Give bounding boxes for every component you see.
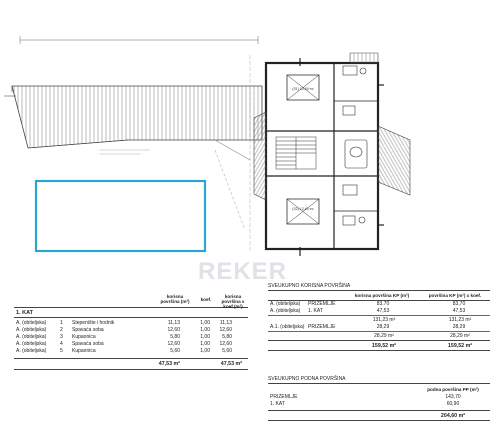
table-row: A.1. (obiteljska) PRIZEMLJE 28,29 28,29 — [270, 324, 466, 330]
roof-side-left — [254, 112, 266, 200]
staircase — [276, 137, 316, 169]
table-title: SVEUKUPNO KORISNA POVRŠINA — [268, 283, 490, 291]
table-row: A. (obiteljska) 5 Kupaonica 5,60 1,00 5,60 — [16, 348, 232, 354]
dimension-line-top — [20, 36, 258, 44]
table-header: korisna površina KP (m²) površina KP (m²) x koef. — [268, 291, 490, 301]
table-total-row: 159,52 m² 159,52 m² — [268, 340, 490, 351]
table-title: SVEUKUPNO PODNA POVRŠINA — [268, 376, 490, 384]
section-title: 1. KAT — [14, 308, 248, 318]
table-total-row: 204,60 m² — [268, 410, 490, 421]
header-coef: koef. — [200, 297, 212, 302]
table-total-floor-area — [268, 376, 490, 421]
roof-left — [12, 86, 262, 148]
table-row: A. (obiteljska) 1. KAT 47,53 47,53 — [270, 308, 466, 314]
table-first-floor — [14, 293, 248, 370]
bathroom-fixtures — [343, 66, 367, 225]
watermark: REKER — [198, 258, 288, 285]
table-row: PRIZEMLJE 143,70 — [270, 394, 461, 400]
roof-side-right — [378, 126, 410, 195]
table-row: A. (obiteljska) 2 Spavaća soba 12,60 1,00 12,60 — [16, 327, 232, 333]
table-total-row: 47,53 m² 47,53 m² — [14, 358, 248, 370]
header-area: korisna površina (m²) — [160, 294, 190, 304]
table-header: podna površina PP (m²) — [427, 387, 479, 392]
table-subtotal: 28,29 m² 28,29 m² — [268, 331, 490, 340]
svg-text:(S1) 12,60 m²: (S1) 12,60 m² — [292, 87, 314, 91]
building-outline — [266, 63, 378, 249]
pool-outline — [36, 181, 205, 251]
header-area-coef: korisna površina x koef.(m²) — [221, 294, 245, 309]
svg-text:(S2) 12,60 m²: (S2) 12,60 m² — [292, 207, 314, 211]
table-subtotal: 131,23 m² 131,23 m² — [268, 315, 490, 324]
table-header — [14, 293, 248, 308]
table-row: A. (obiteljska) PRIZEMLJE 83,70 83,70 — [270, 301, 466, 307]
table-total-usable-area — [268, 283, 490, 351]
table-row: 1. KAT 60,90 — [270, 401, 460, 407]
table-row: A. (obiteljska) 4 Spavaća soba 12,60 1,00 12,60 — [16, 341, 232, 347]
table-row: A. (obiteljska) 1 Stepenište i hodnik 11,13 1,00 11,13 — [16, 320, 232, 326]
roof-top-right — [350, 53, 378, 63]
table-row: A. (obiteljska) 3 Kupaonica 5,80 1,00 5,80 — [16, 334, 232, 340]
